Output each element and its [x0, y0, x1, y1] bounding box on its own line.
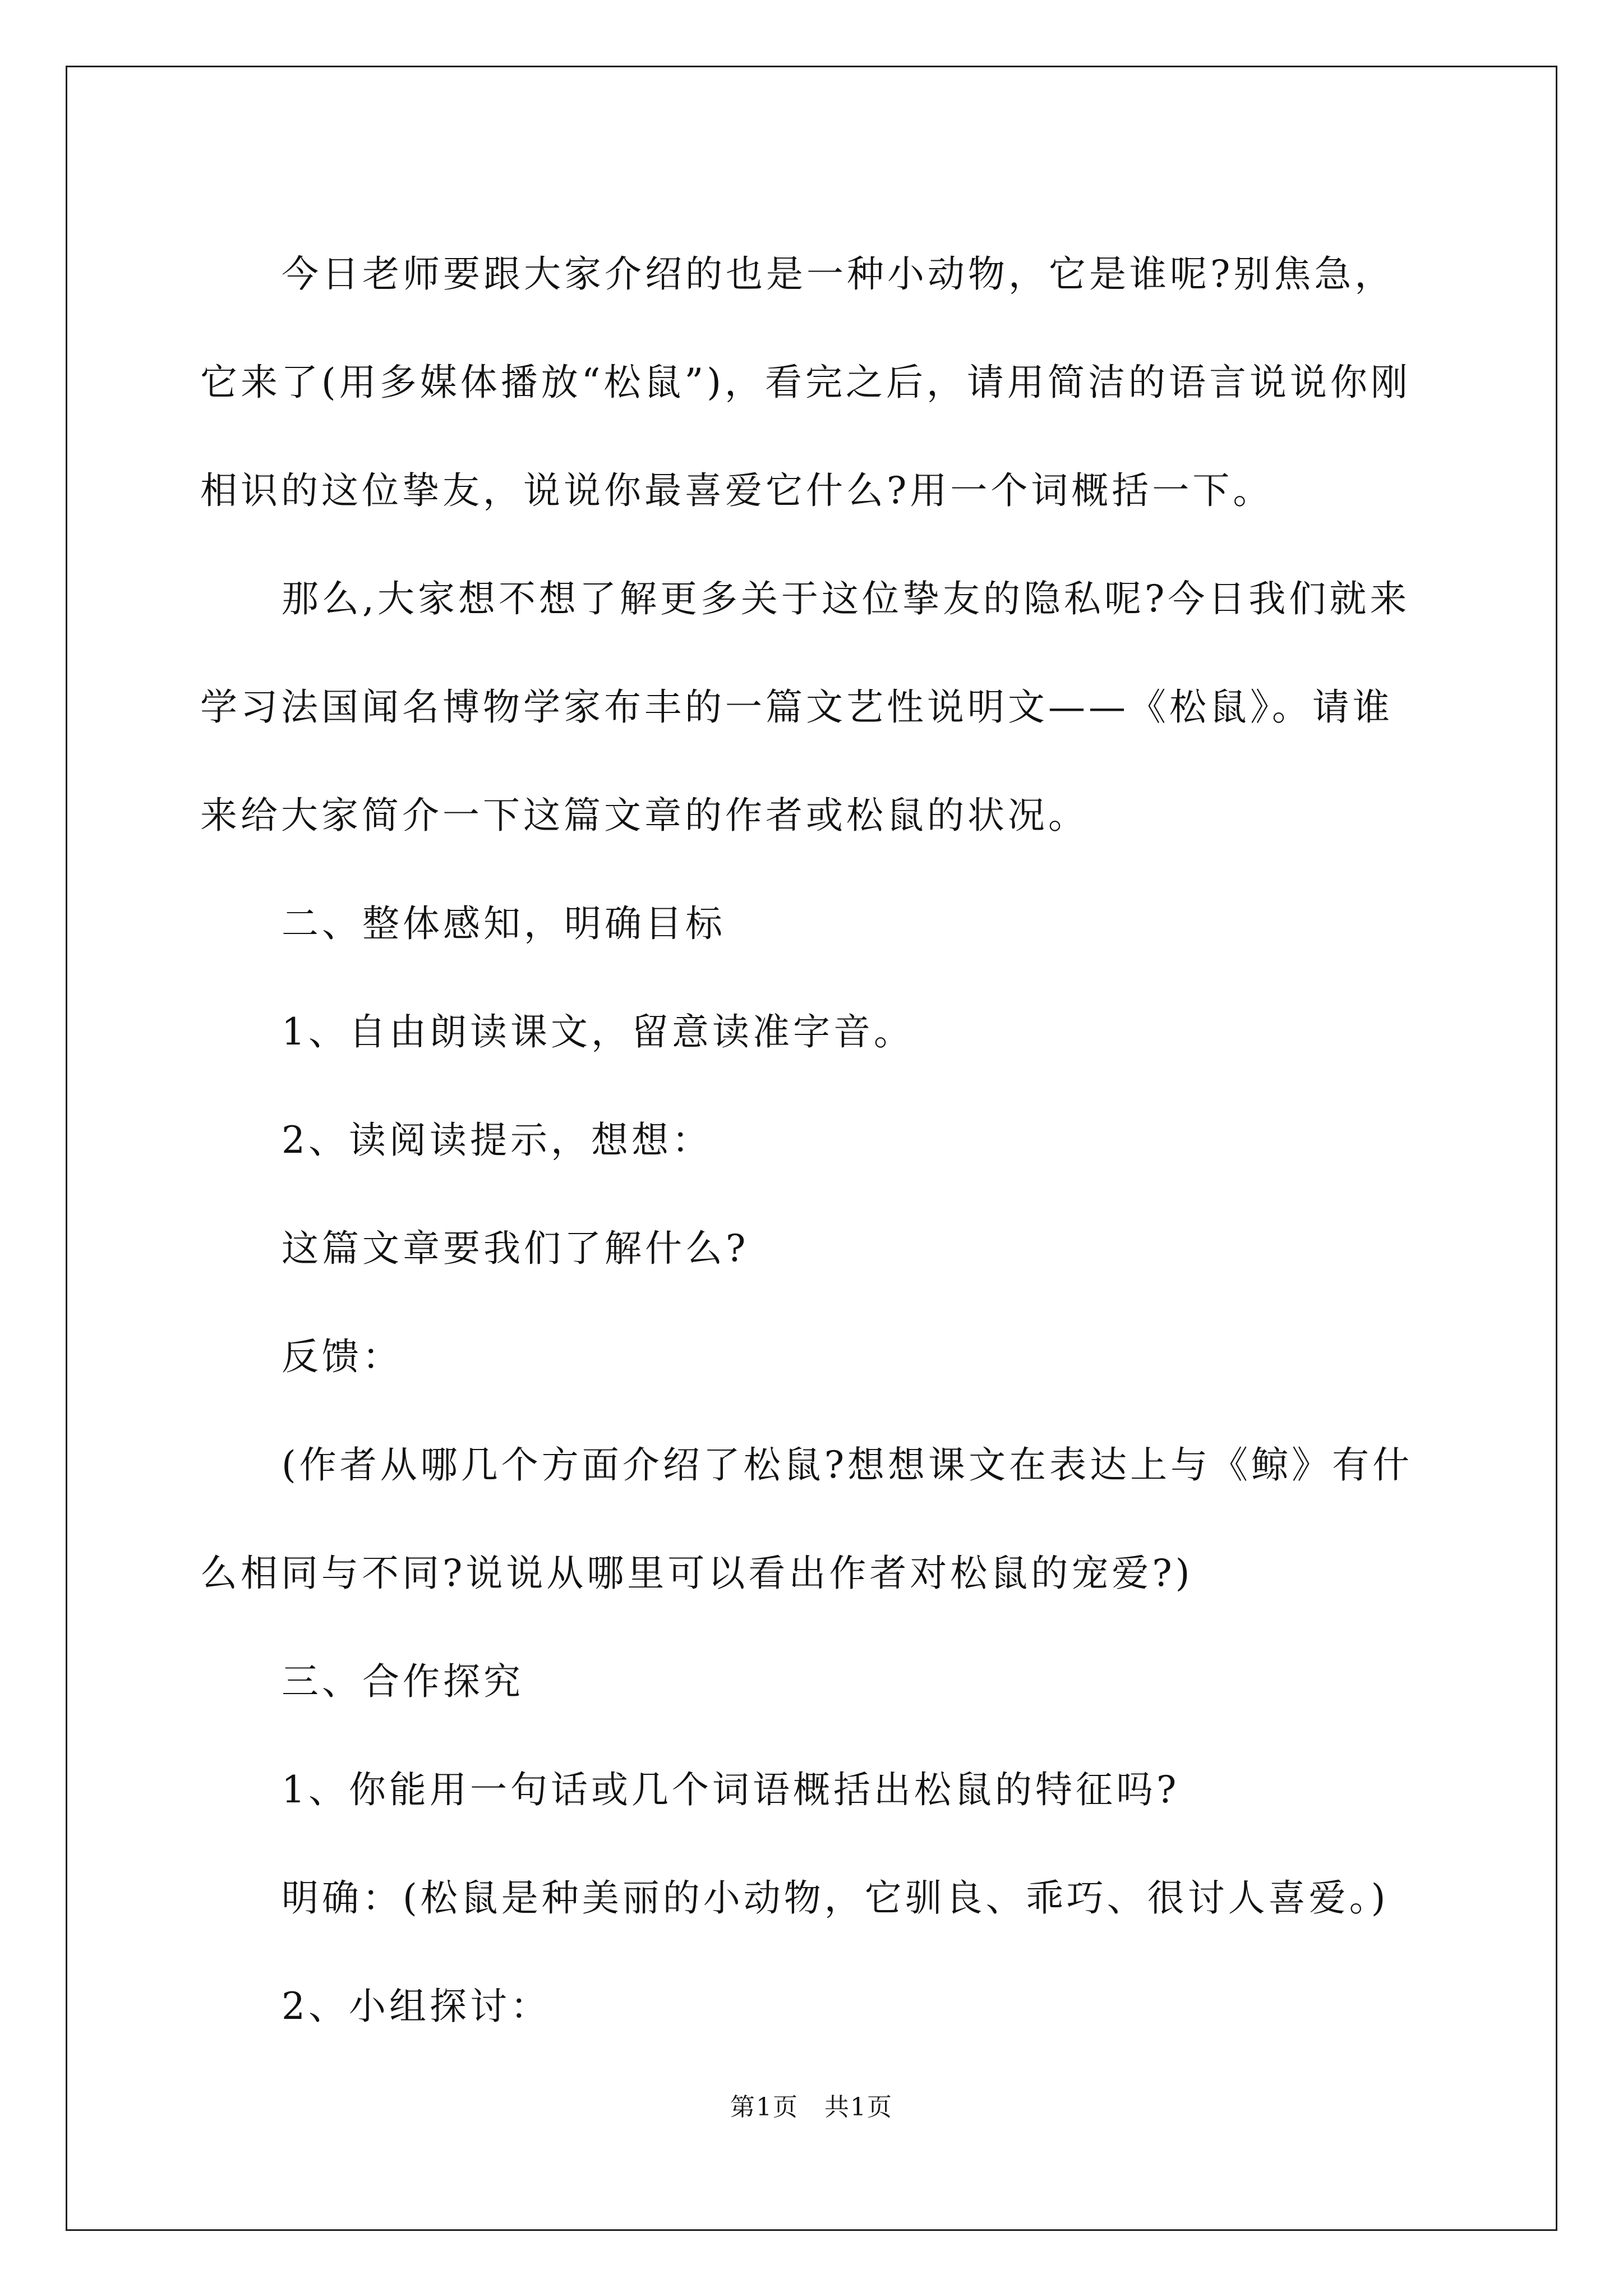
paragraph-intro: 今日老师要跟大家介绍的也是一种小动物，它是谁呢?别焦急，它来了(用多媒体播放“松鼠”)，看完之后，请用简洁的语言说说你刚相识的这位挚友，说说你最喜爱它什么?用一个词概括一下。	[200, 252, 1411, 512]
list-item-summarize-features: 1、你能用一句话或几个词语概括出松鼠的特征吗?	[282, 1768, 1180, 1811]
section-heading-overall-perception: 二、整体感知，明确目标	[282, 902, 726, 945]
list-item-read-aloud: 1、自由朗读课文，留意读准字音。	[282, 1010, 914, 1053]
page-footer: 第1页 共1页	[730, 2093, 893, 2122]
list-item-read-prompt: 2、读阅读提示，想想：	[282, 1119, 712, 1162]
section-heading-cooperative-inquiry: 三、合作探究	[282, 1660, 524, 1703]
question-line: 这篇文章要我们了解什么?	[282, 1227, 749, 1270]
feedback-label: 反馈：	[282, 1335, 403, 1378]
paragraph-feedback-questions: (作者从哪几个方面介绍了松鼠?想想课文在表达上与《鲸》有什么相同与不同?说说从哪里可以看出作者对松鼠的宠爱?)	[200, 1443, 1413, 1595]
paragraph-introduce-text: 那么,大家想不想了解更多关于这位挚友的隐私呢?今日我们就来学习法国闻名博物学家布丰的一篇文艺性说明文——《松鼠》。请谁来给大家简介一下这篇文章的作者或松鼠的状况。	[200, 577, 1410, 837]
document-body	[200, 220, 1423, 2060]
list-item-group-discussion: 2、小组探讨：	[282, 1985, 551, 2028]
answer-clarification: 明确：(松鼠是种美丽的小动物，它驯良、乖巧、很讨人喜爱。)	[282, 1876, 1389, 1920]
